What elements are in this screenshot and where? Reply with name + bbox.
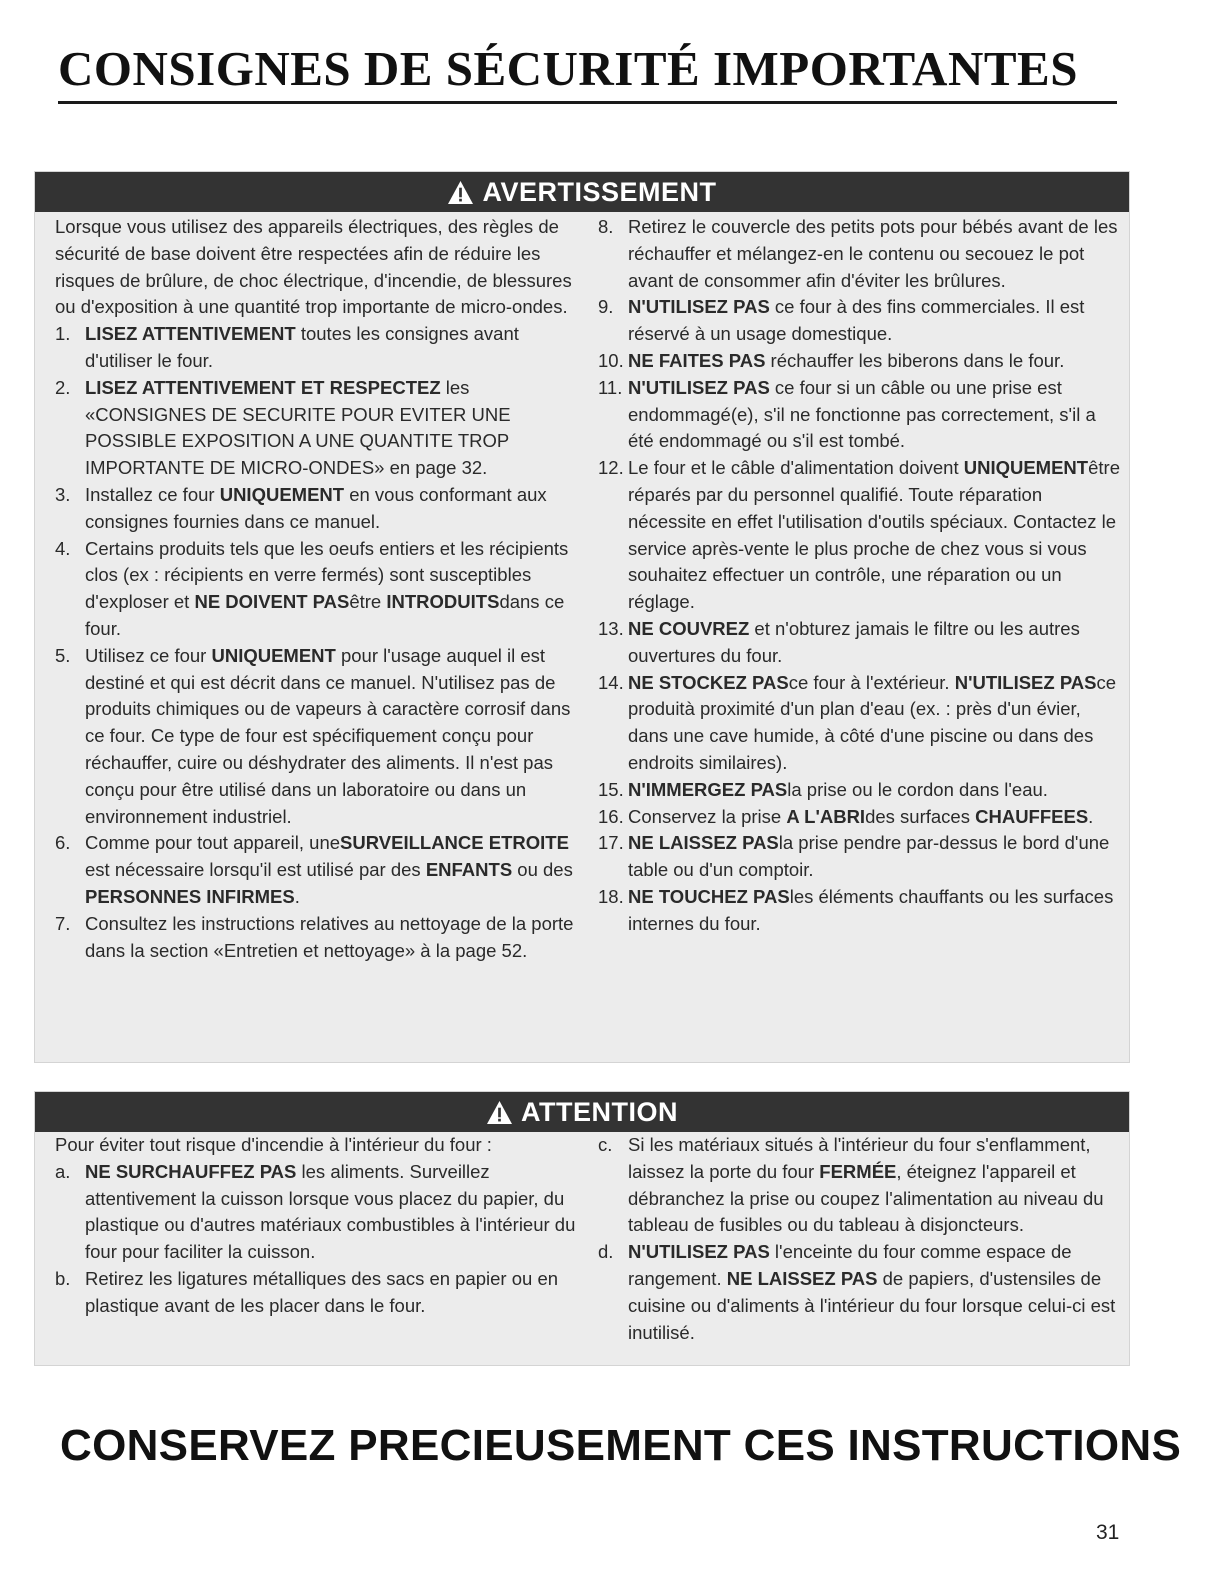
item-segment: est nécessaire lorsqu'il est utilisé par des xyxy=(85,859,426,881)
emphasis-text: INTRODUITS xyxy=(386,591,500,613)
caution-left-list xyxy=(55,1159,580,1320)
item-text xyxy=(628,294,1123,348)
item-segment: de papiers, d'ustensiles de cuisine ou d'aliments à l'intérieur du four lorsque celui-ci est inutilisé. xyxy=(628,1267,1116,1343)
item-text xyxy=(628,777,1123,804)
page-title: CONSIGNES DE SÉCURITÉ IMPORTANTES xyxy=(58,41,1078,96)
item-text xyxy=(628,804,1123,831)
item-number: 4. xyxy=(55,537,71,559)
caution-right-list xyxy=(598,1132,1123,1346)
item-segment: Certains produits tels que les oeufs entiers et les récipients clos (ex : récipients en verre fermés) sont susceptibles d'exploser et xyxy=(85,537,569,613)
item-number: 16. xyxy=(598,805,624,827)
title-rule xyxy=(58,101,1117,104)
page-number: 31 xyxy=(1096,1521,1120,1544)
item-segment: Consultez les instructions relatives au nettoyage de la porte dans la section «Entretien et nettoyage» à la page 52. xyxy=(85,912,574,961)
item-text xyxy=(85,321,580,375)
emphasis-text: UNIQUEMENT xyxy=(219,483,345,505)
item-number: 14. xyxy=(598,671,624,693)
emphasis-text: NE COUVREZ xyxy=(628,617,750,639)
list-item xyxy=(598,455,1123,616)
emphasis-text: NE LAISSEZ PAS xyxy=(628,832,779,854)
item-segment: l'enceinte du four comme espace de rangement. xyxy=(628,1241,1072,1289)
emphasis-text: N'UTILISEZ PAS xyxy=(628,296,770,318)
list-item xyxy=(598,1239,1123,1346)
item-text xyxy=(628,670,1123,777)
emphasis-text: LISEZ ATTENTIVEMENT ET RESPECTEZ xyxy=(85,376,441,398)
emphasis-text: NE FAITES PAS xyxy=(628,349,766,371)
warning-left-column xyxy=(55,214,580,964)
list-item xyxy=(55,482,580,536)
item-number: 7. xyxy=(55,912,71,934)
list-item xyxy=(598,616,1123,670)
list-item xyxy=(598,1132,1123,1239)
warning-triangle-icon xyxy=(447,180,474,205)
item-segment: des surfaces xyxy=(865,805,976,827)
item-number: 1. xyxy=(55,323,71,345)
item-number: 11. xyxy=(598,376,623,398)
warning-triangle-icon xyxy=(486,1100,513,1125)
emphasis-text: NE SURCHAUFFEZ PAS xyxy=(85,1160,297,1182)
item-segment: Le four et le câble d'alimentation doivent xyxy=(628,457,964,479)
list-item xyxy=(55,375,580,482)
caution-intro: Pour éviter tout risque d'incendie à l'intérieur du four : xyxy=(55,1134,492,1155)
list-item xyxy=(598,670,1123,777)
warning-right-column xyxy=(598,214,1123,964)
list-item xyxy=(598,214,1123,294)
item-text xyxy=(85,643,580,831)
emphasis-text: N'UTILISEZ PAS xyxy=(628,1241,770,1263)
list-item xyxy=(598,830,1123,884)
item-text xyxy=(85,1159,580,1266)
item-segment: être réparés par du personnel qualifié. Toute réparation nécessite en effet l'utilisation d'outils spéciaux. Contactez le service après-vente le plus proche de chez vous si vous souhaitez effectuer un contrôle, une réparation ou un réglage. xyxy=(628,457,1120,613)
caution-right-column xyxy=(598,1132,1123,1346)
item-number: b. xyxy=(55,1267,71,1289)
emphasis-text: NE DOIVENT PAS xyxy=(194,591,350,613)
item-segment: , éteignez l'appareil et débranchez la prise ou coupez l'alimentation au niveau du tableau de fusibles ou du tableau à disjoncteurs. xyxy=(628,1160,1104,1236)
list-item xyxy=(55,643,580,831)
item-number: 10. xyxy=(598,349,624,371)
list-item xyxy=(55,1266,580,1320)
warning-heading: AVERTISSEMENT xyxy=(482,176,717,207)
item-text xyxy=(628,1132,1123,1239)
item-text xyxy=(85,1266,580,1320)
emphasis-text: NE LAISSEZ PAS xyxy=(726,1267,878,1289)
item-text xyxy=(85,830,580,910)
emphasis-text: SURVEILLANCE ETROITE xyxy=(340,832,569,854)
list-item xyxy=(598,884,1123,938)
emphasis-text: N'UTILISEZ PAS xyxy=(954,671,1097,693)
item-number: 6. xyxy=(55,832,71,854)
item-number: 15. xyxy=(598,778,624,800)
item-segment: les aliments. Surveillez attentivement la cuisson lorsque vous placez du papier, du plastique ou d'autres matériaux combustibles à l'intérieur du four pour faciliter la cuisson. xyxy=(85,1160,576,1263)
emphasis-text: NE STOCKEZ PAS xyxy=(628,671,789,693)
item-segment: ce four à l'extérieur. xyxy=(788,671,955,693)
emphasis-text: ENFANTS xyxy=(425,859,513,881)
item-number: d. xyxy=(598,1241,614,1263)
emphasis-text: UNIQUEMENT xyxy=(963,457,1089,479)
item-text xyxy=(628,455,1123,616)
item-segment: ce four à des fins commerciales. Il est réservé à un usage domestique. xyxy=(628,296,1085,345)
warning-intro: Lorsque vous utilisez des appareils électriques, des règles de sécurité de base doivent être respectées afin de réduire les risques de brûlure, de choc électrique, d'incendie, de blessures ou d'exposition à une quantité trop importante de micro-ondes. xyxy=(55,216,572,318)
list-item xyxy=(55,536,580,643)
caution-heading: ATTENTION xyxy=(521,1096,678,1127)
item-text xyxy=(628,348,1123,375)
item-text xyxy=(85,482,580,536)
item-number: 12. xyxy=(598,457,624,479)
caution-band xyxy=(35,1092,1129,1132)
item-segment: . xyxy=(294,885,300,907)
item-text xyxy=(628,1239,1123,1346)
list-item xyxy=(598,294,1123,348)
caution-left-column xyxy=(55,1132,580,1346)
item-segment: ce four si un câble ou une prise est endommagé(e), s'il ne fonctionne pas correctement, s'il a été endommagé ou s'il est tombé. xyxy=(628,376,1096,452)
list-item xyxy=(55,1159,580,1266)
item-segment: Conservez la prise xyxy=(628,805,787,827)
list-item xyxy=(55,911,580,965)
item-text xyxy=(628,830,1123,884)
item-segment: dans ce four. xyxy=(85,591,565,639)
item-number: 18. xyxy=(598,885,624,907)
emphasis-text: N'IMMERGEZ PAS xyxy=(628,778,788,800)
item-segment: Utilisez ce four xyxy=(85,644,212,666)
footer-title: CONSERVEZ PRECIEUSEMENT CES INSTRUCTIONS xyxy=(60,1421,1182,1470)
item-number: 3. xyxy=(55,483,71,505)
list-item xyxy=(598,348,1123,375)
emphasis-text: A L'ABRI xyxy=(786,805,866,827)
warning-band xyxy=(35,172,1129,212)
item-segment: Si les matériaux situés à l'intérieur du four s'enflamment, laissez la porte du four xyxy=(628,1134,1091,1182)
item-segment: toutes les consignes avant d'utiliser le four. xyxy=(85,323,519,371)
list-item xyxy=(55,830,580,910)
item-number: 2. xyxy=(55,376,71,398)
item-number: c. xyxy=(598,1134,613,1155)
item-segment: en vous conformant aux consignes fournies dans ce manuel. xyxy=(85,483,547,532)
list-item xyxy=(55,321,580,375)
item-segment: réchauffer les biberons dans le four. xyxy=(765,349,1065,371)
item-segment: Retirez les ligatures métalliques des sacs en papier ou en plastique avant de les placer dans le four. xyxy=(85,1267,559,1316)
caution-panel xyxy=(34,1091,1130,1366)
item-number: 5. xyxy=(55,644,71,666)
item-segment: ou des xyxy=(512,859,573,881)
list-item xyxy=(598,777,1123,804)
item-text xyxy=(628,884,1123,938)
item-segment: Installez ce four xyxy=(85,483,220,505)
item-segment: être xyxy=(349,591,387,613)
warning-right-list xyxy=(598,214,1123,938)
item-text xyxy=(85,536,580,643)
item-segment: la prise ou le cordon dans l'eau. xyxy=(787,778,1048,800)
emphasis-text: FERMÉE xyxy=(819,1160,897,1182)
item-number: a. xyxy=(55,1160,71,1182)
emphasis-text: CHAUFFEES xyxy=(975,805,1089,827)
item-segment: les éléments chauffants ou les surfaces internes du four. xyxy=(628,885,1114,934)
item-number: 17. xyxy=(598,832,624,854)
item-text xyxy=(628,214,1123,294)
item-segment: . xyxy=(1088,805,1094,827)
item-segment: et n'obturez jamais le filtre ou les autres ouvertures du four. xyxy=(628,617,1080,666)
item-text xyxy=(628,616,1123,670)
list-item xyxy=(598,375,1123,455)
item-text xyxy=(85,375,580,482)
emphasis-text: LISEZ ATTENTIVEMENT xyxy=(85,323,296,345)
item-number: 9. xyxy=(598,296,614,318)
list-item xyxy=(598,804,1123,831)
item-number: 13. xyxy=(598,617,624,639)
item-number: 8. xyxy=(598,216,614,237)
emphasis-text: N'UTILISEZ PAS xyxy=(628,376,770,398)
item-segment: Retirez le couvercle des petits pots pour bébés avant de les réchauffer et mélangez-en le contenu ou secouez le pot avant de consommer afin d'éviter les brûlures. xyxy=(628,216,1118,291)
item-segment: ce produità proximité d'un plan d'eau (ex. : près d'un évier, dans une cave humide, à côté d'une piscine ou dans des endroits similaires). xyxy=(628,671,1117,773)
item-text xyxy=(628,375,1123,455)
item-segment: pour l'usage auquel il est destiné et qui est décrit dans ce manuel. N'utilisez pas de produits chimiques ou de vapeurs à caractère corrosif dans ce four. Ce type de four est spécifiquement conçu pour réchauffer, cuire ou déshydrater des aliments. Il n'est pas conçu pour être utilisé dans un laboratoire ou dans un environnement industriel. xyxy=(85,644,571,827)
item-text xyxy=(85,911,580,965)
emphasis-text: UNIQUEMENT xyxy=(211,644,336,666)
warning-panel xyxy=(34,171,1130,1063)
emphasis-text: NE TOUCHEZ PAS xyxy=(628,885,790,907)
item-segment: les «CONSIGNES DE SECURITE POUR EVITER UNE POSSIBLE EXPOSITION A UNE QUANTITE TROP IMPORTANTE DE MICRO-ONDES» en page 32. xyxy=(85,376,511,479)
item-segment: Comme pour tout appareil, une xyxy=(85,832,341,854)
warning-left-list xyxy=(55,321,580,964)
emphasis-text: PERSONNES INFIRMES xyxy=(85,885,295,907)
item-segment: la prise pendre par-dessus le bord d'une table ou d'un comptoir. xyxy=(628,832,1110,881)
